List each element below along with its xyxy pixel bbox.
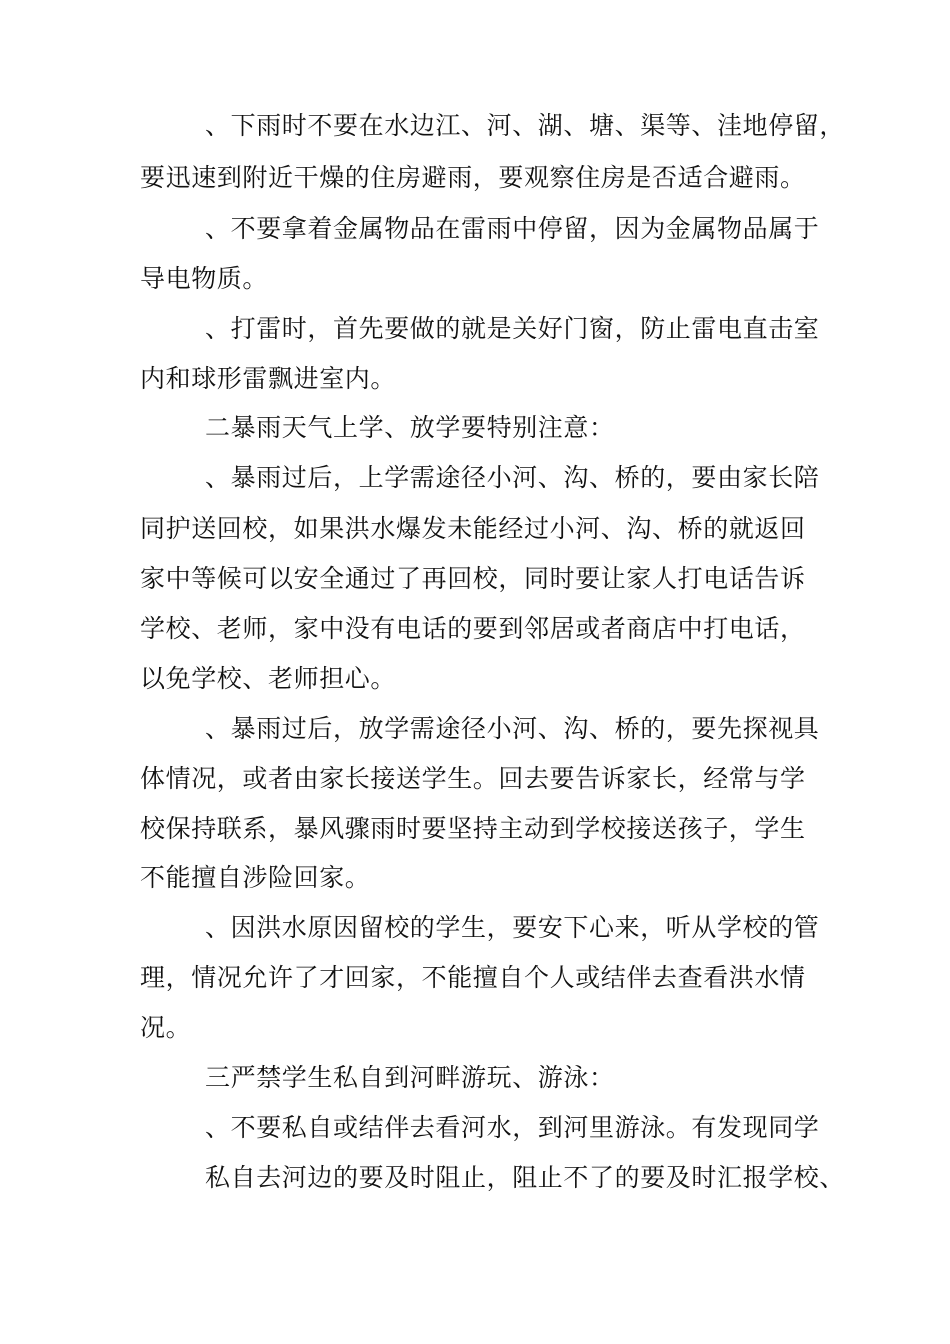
text-line: 以免学校、老师担心。 <box>140 664 397 693</box>
text-line: 、暴雨过后，上学需途径小河、沟、桥的，要由家长陪 <box>205 463 820 492</box>
text-line: 要迅速到附近干燥的住房避雨，要观察住房是否适合避雨。 <box>140 163 806 192</box>
text-line: 、不要拿着金属物品在雷雨中停留，因为金属物品属于 <box>205 214 820 243</box>
section-heading: 三严禁学生私自到河畔游玩、游泳： <box>205 1063 615 1092</box>
text-line: 导电物质。 <box>140 264 269 293</box>
text-line: 家中等候可以安全通过了再回校，同时要让家人打电话告诉 <box>140 564 806 593</box>
text-line: 、暴雨过后，放学需途径小河、沟、桥的，要先探视具 <box>205 714 820 743</box>
text-line: 理，情况允许了才回家，不能擅自个人或结伴去查看洪水情 <box>140 963 806 992</box>
text-line: 不能擅自涉险回家。 <box>140 863 371 892</box>
text-line: 、因洪水原因留校的学生，要安下心来，听从学校的管 <box>205 913 820 942</box>
text-line: 、下雨时不要在水边江、河、湖、塘、渠等、洼地停留， <box>205 111 846 140</box>
text-line: 私自去河边的要及时阻止，阻止不了的要及时汇报学校、 <box>205 1163 846 1192</box>
text-line: 、打雷时，首先要做的就是关好门窗，防止雷电直击室 <box>205 314 820 343</box>
text-line: 同护送回校，如果洪水爆发未能经过小河、沟、桥的就返回 <box>140 514 806 543</box>
text-line: 内和球形雷飘进室内。 <box>140 364 397 393</box>
text-line: 校保持联系，暴风骤雨时要坚持主动到学校接送孩子，学生 <box>140 814 806 843</box>
text-line: 学校、老师，家中没有电话的要到邻居或者商店中打电话， <box>140 614 806 643</box>
section-heading: 二暴雨天气上学、放学要特别注意： <box>205 413 615 442</box>
text-line: 、不要私自或结伴去看河水，到河里游泳。有发现同学 <box>205 1113 820 1142</box>
text-line: 况。 <box>140 1013 192 1042</box>
text-line: 体情况，或者由家长接送学生。回去要告诉家长，经常与学 <box>140 764 806 793</box>
